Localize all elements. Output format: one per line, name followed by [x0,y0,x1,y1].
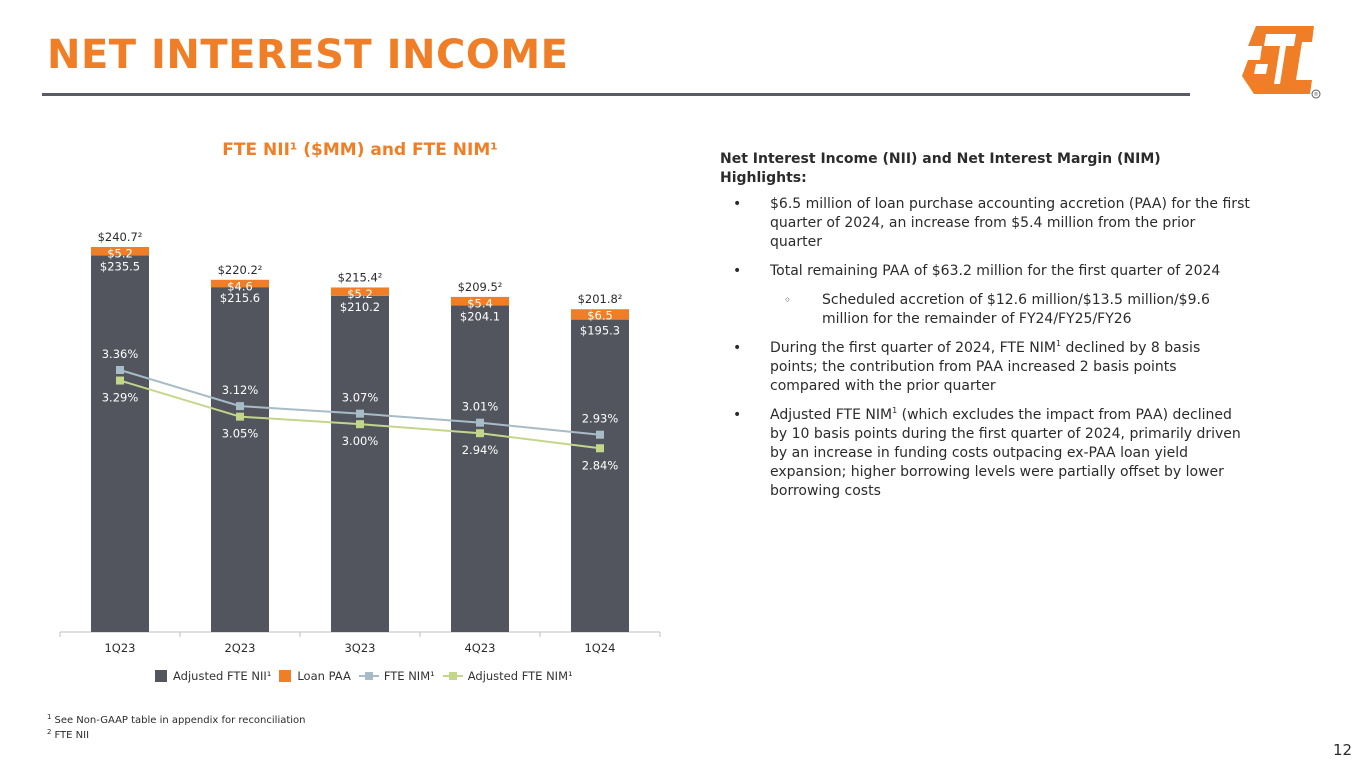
adjusted-fte-nim-point-1Q23 [116,377,124,385]
highlights-heading: Net Interest Income (NII) and Net Interest Margin (NIM) Highlights: [720,151,1161,186]
legend-label-fte-nim: FTE NIM¹ [383,669,435,683]
bullet-marker: • [733,263,742,279]
x-tick-label-4Q23: 4Q23 [464,641,496,655]
legend-swatch-adjusted-nii [155,670,167,682]
chart-title: FTE NII¹ ($MM) and FTE NIM¹ [222,140,498,160]
bar-adjusted-nii-2Q23 [211,287,269,632]
bar-adjusted-nii-4Q23 [451,306,509,632]
label-adjusted-nii-1Q23: $235.5 [99,259,141,274]
adjusted-fte-nim-label-4Q23: 2.94% [461,443,499,458]
highlight-text-4: Adjusted FTE NIM$^1$ (which excludes the impact from PAA) declined by 10 basis points during the first quarter of 2024, primarily driven by an increase in funding costs outpacing ex-PAA loan yield expansion; higher borrowing levels were partially offset by lower borrowing costs [770,406,1241,499]
legend-swatch-loan-paa [279,670,291,682]
x-tick-label-1Q23: 1Q23 [104,641,136,655]
legend-label-adjusted-nim: Adjusted FTE NIM¹ [467,669,573,683]
adjusted-fte-nim-point-2Q23 [236,413,244,421]
fte-nim-label-3Q23: 3.07% [341,390,379,405]
adjusted-fte-nim-label-3Q23: 3.00% [341,434,379,449]
nii-nim-chart [0,0,700,700]
fte-nim-point-3Q23 [356,410,364,418]
page-number: 12 [1333,741,1353,759]
footnote-1: $^1$ See Non-GAAP table in appendix for reconciliation [47,713,306,726]
adjusted-fte-nim-point-3Q23 [356,420,364,428]
bullet-marker: • [733,196,742,212]
highlight-text-2: Total remaining PAA of $63.2 million for the first quarter of 2024 [770,263,1221,279]
x-tick-label-3Q23: 3Q23 [344,641,376,655]
fte-nim-point-2Q23 [236,402,244,410]
adjusted-fte-nim-label-2Q23: 3.05% [221,426,259,441]
legend-item-fte-nim [359,669,435,683]
chart-legend [155,669,581,683]
highlight-bullet-2 [720,262,1250,281]
legend-label-adjusted-nii: Adjusted FTE NII¹ [173,669,272,683]
svg-text:®: ® [1313,92,1319,98]
highlight-text-1: $6.5 million of loan purchase accounting accretion (PAA) for the first quarter of 2024, an increase from $5.4 million from the prior quarter [770,196,1250,250]
label-adjusted-nii-3Q23: $210.2 [339,299,381,314]
label-adjusted-nii-4Q23: $204.1 [459,309,501,324]
label-adjusted-nii-2Q23: $215.6 [219,291,261,306]
fte-nim-label-1Q24: 2.93% [581,411,619,426]
label-loan-paa-3Q23: $5.2 [347,286,373,301]
fte-nim-label-2Q23: 3.12% [221,383,259,398]
label-total-nii-1Q23: $240.7² [97,230,143,244]
highlight-text-3: During the first quarter of 2024, FTE NIM$^1$ declined by 8 basis points; the contribution from PAA increased 2 basis points compared with the prior quarter [770,339,1201,394]
highlight-bullet-1 [720,195,1250,252]
bar-adjusted-nii-3Q23 [331,296,389,632]
bar-adjusted-nii-1Q23 [91,255,149,632]
highlight-bullet-3 [720,339,1250,396]
legend-item-adjusted-nii [155,669,271,683]
adjusted-fte-nim-point-4Q23 [476,429,484,437]
page-title: NET INTEREST INCOME [47,32,569,78]
label-total-nii-4Q23: $209.5² [457,279,503,294]
legend-swatch-adjusted-nim [443,670,463,682]
highlight-bullet-4 [720,406,1250,501]
label-loan-paa-1Q24: $6.5 [587,308,613,323]
highlights-panel [720,150,1250,511]
legend-label-loan-paa: Loan PAA [297,669,351,683]
fte-nim-label-4Q23: 3.01% [461,399,499,414]
fte-nim-label-1Q23: 3.36% [101,347,139,361]
bullet-marker: • [733,407,742,423]
label-total-nii-1Q24: $201.8² [577,292,623,307]
adjusted-fte-nim-point-1Q24 [596,444,604,452]
bar-adjusted-nii-1Q24 [571,320,629,632]
footnote-2: $^2$ FTE NII [47,728,90,741]
x-tick-label-2Q23: 2Q23 [224,641,256,655]
first-interstate-logo-icon [1240,24,1324,100]
label-total-nii-3Q23: $215.4² [337,270,383,285]
label-total-nii-2Q23: $220.2² [217,262,263,277]
adjusted-fte-nim-label-1Q24: 2.84% [581,458,619,473]
fte-nim-point-1Q23 [116,366,124,374]
label-loan-paa-4Q23: $5.4 [467,296,493,311]
footnotes [47,713,306,743]
label-loan-paa-2Q23: $4.6 [227,279,253,294]
highlight-sub-text: Scheduled accretion of $12.6 million/$13.5 million/$9.6 million for the remainder of FY24/FY25/FY26 [822,292,1210,327]
adjusted-fte-nim-label-1Q23: 3.29% [101,390,139,405]
legend-item-loan-paa [279,669,351,683]
fte-nim-point-4Q23 [476,419,484,427]
x-tick-label-1Q24: 1Q24 [584,641,616,655]
fte-nim-point-1Q24 [596,431,604,439]
sub-bullet-marker: ◦ [784,293,792,307]
bullet-marker: • [733,340,742,356]
label-adjusted-nii-1Q24: $195.3 [579,323,621,338]
legend-swatch-fte-nim [359,670,379,682]
label-loan-paa-1Q23: $5.2 [107,246,133,261]
legend-item-adjusted-nim [443,669,573,683]
highlight-sub-bullet [720,291,1250,329]
